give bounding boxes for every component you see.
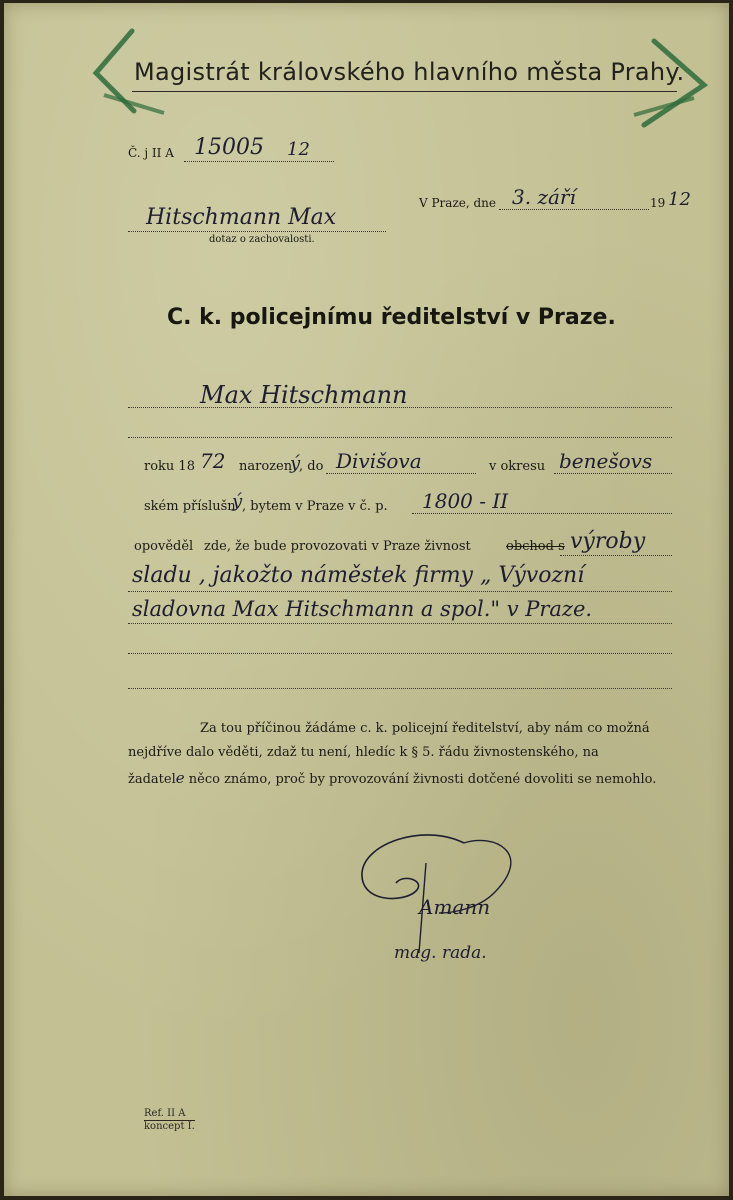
date-day-month: 3. září	[512, 185, 576, 209]
trade-dots-3	[128, 623, 672, 624]
reference-number: 15005	[194, 135, 264, 160]
date-year-suffix: 12	[668, 189, 691, 210]
birth-year: 72	[200, 449, 226, 473]
footer-reference	[144, 1108, 195, 1133]
request-line-3-ink: e	[175, 769, 185, 787]
blank-line-1	[128, 653, 672, 654]
applicant-line-1	[128, 407, 672, 408]
addressee: C. k. policejnímu ředitelství v Praze.	[167, 305, 616, 330]
trade-start-label: opověděl	[134, 539, 194, 554]
header-title: Magistrát královského hlavního města Prahy.	[134, 58, 685, 86]
birth-born-label: narozen	[239, 459, 293, 474]
document-page	[4, 3, 729, 1196]
trade-text: zde, že bude provozovati v Praze živnost	[204, 539, 471, 554]
applicant-name: Max Hitschmann	[200, 381, 408, 409]
birth-born-suffix: ý	[290, 453, 301, 474]
reference-line	[184, 161, 334, 162]
residence-belong-suffix: ý	[232, 491, 243, 512]
subject-line	[128, 231, 386, 232]
residence-line	[412, 513, 672, 514]
header-rule	[132, 91, 677, 92]
date-year-prefix: 19	[650, 196, 666, 210]
footer-line-2: koncept I.	[144, 1121, 195, 1132]
trade-dots-1	[560, 555, 672, 556]
reference-label: Č. j II A	[128, 146, 174, 160]
trade-struck-word: obchod s	[506, 539, 565, 554]
trade-dots-2	[128, 591, 672, 592]
date-prefix: V Praze, dne	[419, 196, 497, 210]
reference-year: 12	[287, 139, 310, 160]
request-line-3-end: něco známo, proč by provozování živnosti dotčené dovoliti se nemohlo.	[184, 772, 657, 787]
signature-name: Amann	[419, 895, 491, 919]
request-line-1: Za tou příčinou žádáme c. k. policejní ředitelství, aby nám co možná	[200, 721, 650, 736]
blank-line-2	[128, 688, 672, 689]
birth-district-label: v okresu	[489, 459, 546, 474]
birth-place: Divišova	[336, 449, 422, 473]
subject-name: Hitschmann Max	[146, 205, 337, 230]
footer-line-1: Ref. II A	[144, 1108, 186, 1119]
request-line-3-start: žadatel	[128, 772, 176, 787]
trade-line-2: sladu , jakožto náměstek firmy „ Vývozní	[132, 563, 585, 588]
request-line-3	[128, 769, 656, 787]
residence-belong-label: ském příslušn	[144, 499, 236, 514]
date-line	[499, 209, 649, 210]
birth-district: benešovs	[559, 449, 653, 473]
birth-district-line	[554, 473, 672, 474]
residence-house-label: , bytem v Praze v č. p.	[242, 499, 388, 514]
birth-year-label: roku 18	[144, 459, 195, 474]
trade-line-1: výroby	[570, 529, 646, 554]
subject-caption: dotaz o zachovalosti.	[209, 234, 315, 245]
residence-house-number: 1800 - II	[422, 489, 509, 513]
signature-title: mag. rada.	[394, 943, 487, 963]
request-line-2: nejdříve dalo věděti, zdaž tu není, hledíc k § 5. řádu živnostenského, na	[128, 745, 599, 760]
birth-place-line	[326, 473, 476, 474]
applicant-line-2	[128, 437, 672, 438]
trade-line-3: sladovna Max Hitschmann a spol." v Praze.	[132, 597, 593, 621]
birth-in-label: , do	[299, 459, 324, 474]
